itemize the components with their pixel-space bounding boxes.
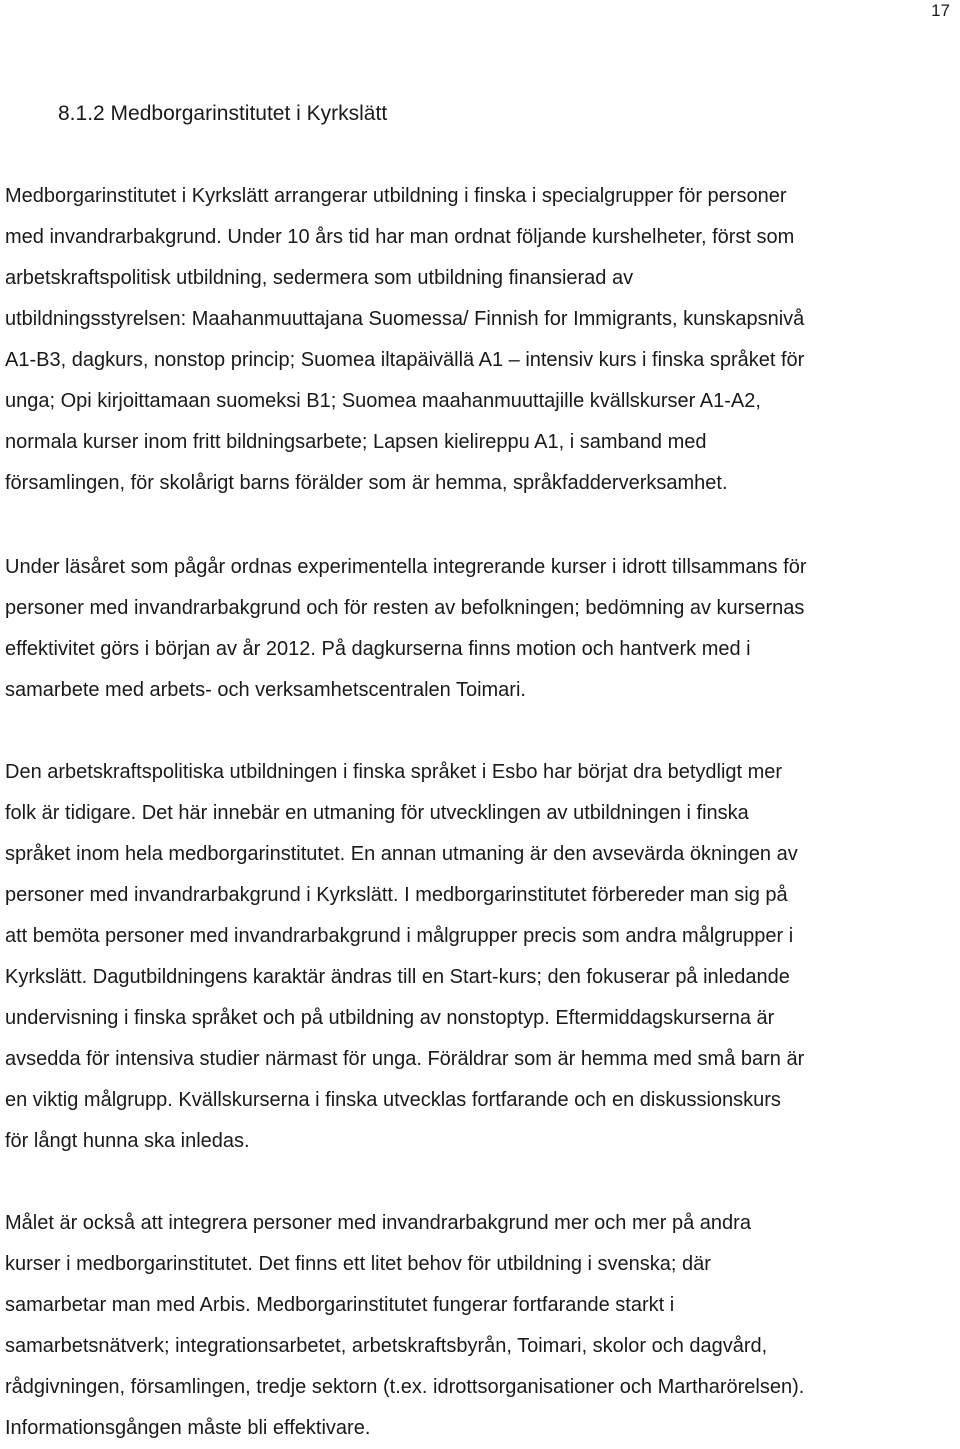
- text-line: Den arbetskraftspolitiska utbildningen i finska språket i Esbo har börjat dra betydligt mer: [5, 761, 783, 783]
- text-line: med invandrarbakgrund. Under 10 års tid har man ordnat följande kurshelheter, först som: [5, 226, 795, 248]
- paragraph-intro: [5, 176, 955, 504]
- text-line: arbetskraftspolitisk utbildning, sedermera som utbildning finansierad av: [5, 267, 634, 289]
- paragraph-experimental-courses: [5, 547, 955, 711]
- text-line: unga; Opi kirjoittamaan suomeksi B1; Suomea maahanmuuttajille kvällskurser A1-A2,: [5, 390, 761, 412]
- text-line: samarbetsnätverk; integrationsarbetet, arbetskraftsbyrån, Toimari, skolor och dagvård,: [5, 1335, 768, 1357]
- text-line: personer med invandrarbakgrund i Kyrkslätt. I medborgarinstitutet förbereder man sig på: [5, 884, 788, 906]
- text-line: effektivitet görs i början av år 2012. På dagkurserna finns motion och hantverk med i: [5, 638, 751, 660]
- text-line: personer med invandrarbakgrund och för resten av befolkningen; bedömning av kursernas: [5, 597, 805, 619]
- text-line: en viktig målgrupp. Kvällskurserna i finska utvecklas fortfarande och en diskussionskurs: [5, 1089, 781, 1111]
- text-line: Informationsgången måste bli effektivare.: [5, 1417, 371, 1439]
- paragraph-goals: [5, 1203, 955, 1449]
- text-line: samarbete med arbets- och verksamhetscentralen Toimari.: [5, 679, 526, 701]
- text-line: Under läsåret som pågår ordnas experimentella integrerande kurser i idrott tillsammans för: [5, 556, 807, 578]
- text-line: rådgivningen, församlingen, tredje sektorn (t.ex. idrottsorganisationer och Martharörelsen).: [5, 1376, 805, 1398]
- text-line: A1-B3, dagkurs, nonstop princip; Suomea iltapäivällä A1 – intensiv kurs i finska språket för: [5, 349, 805, 371]
- text-line: församlingen, för skolårigt barns förälder som är hemma, språkfadderverksamhet.: [5, 472, 728, 494]
- text-line: avsedda för intensiva studier närmast för unga. Föräldrar som är hemma med små barn är: [5, 1048, 805, 1070]
- text-line: folk är tidigare. Det här innebär en utmaning för utvecklingen av utbildningen i finska: [5, 802, 749, 824]
- text-line: normala kurser inom fritt bildningsarbete; Lapsen kielireppu A1, i samband med: [5, 431, 707, 453]
- text-line: Medborgarinstitutet i Kyrkslätt arrangerar utbildning i finska i specialgrupper för personer: [5, 185, 787, 207]
- text-line: utbildningsstyrelsen: Maahanmuuttajana Suomessa/ Finnish for Immigrants, kunskapsnivå: [5, 308, 805, 330]
- paragraph-challenges: [5, 752, 955, 1162]
- text-line: Kyrkslätt. Dagutbildningens karaktär ändras till en Start-kurs; den fokuserar på inledande: [5, 966, 790, 988]
- text-line: Målet är också att integrera personer med invandrarbakgrund mer och mer på andra: [5, 1212, 751, 1234]
- page-number: 17: [931, 1, 950, 20]
- text-line: för långt hunna ska inledas.: [5, 1130, 250, 1152]
- text-line: språket inom hela medborgarinstitutet. En annan utmaning är den avsevärda ökningen av: [5, 843, 798, 865]
- text-line: undervisning i finska språket och på utbildning av nonstoptyp. Eftermiddagskurserna är: [5, 1007, 775, 1029]
- text-line: samarbetar man med Arbis. Medborgarinstitutet fungerar fortfarande starkt i: [5, 1294, 675, 1316]
- section-heading: 8.1.2 Medborgarinstitutet i Kyrkslätt: [58, 102, 388, 125]
- text-line: att bemöta personer med invandrarbakgrund i målgrupper precis som andra målgrupper i: [5, 925, 794, 947]
- text-line: kurser i medborgarinstitutet. Det finns ett litet behov för utbildning i svenska; där: [5, 1253, 711, 1275]
